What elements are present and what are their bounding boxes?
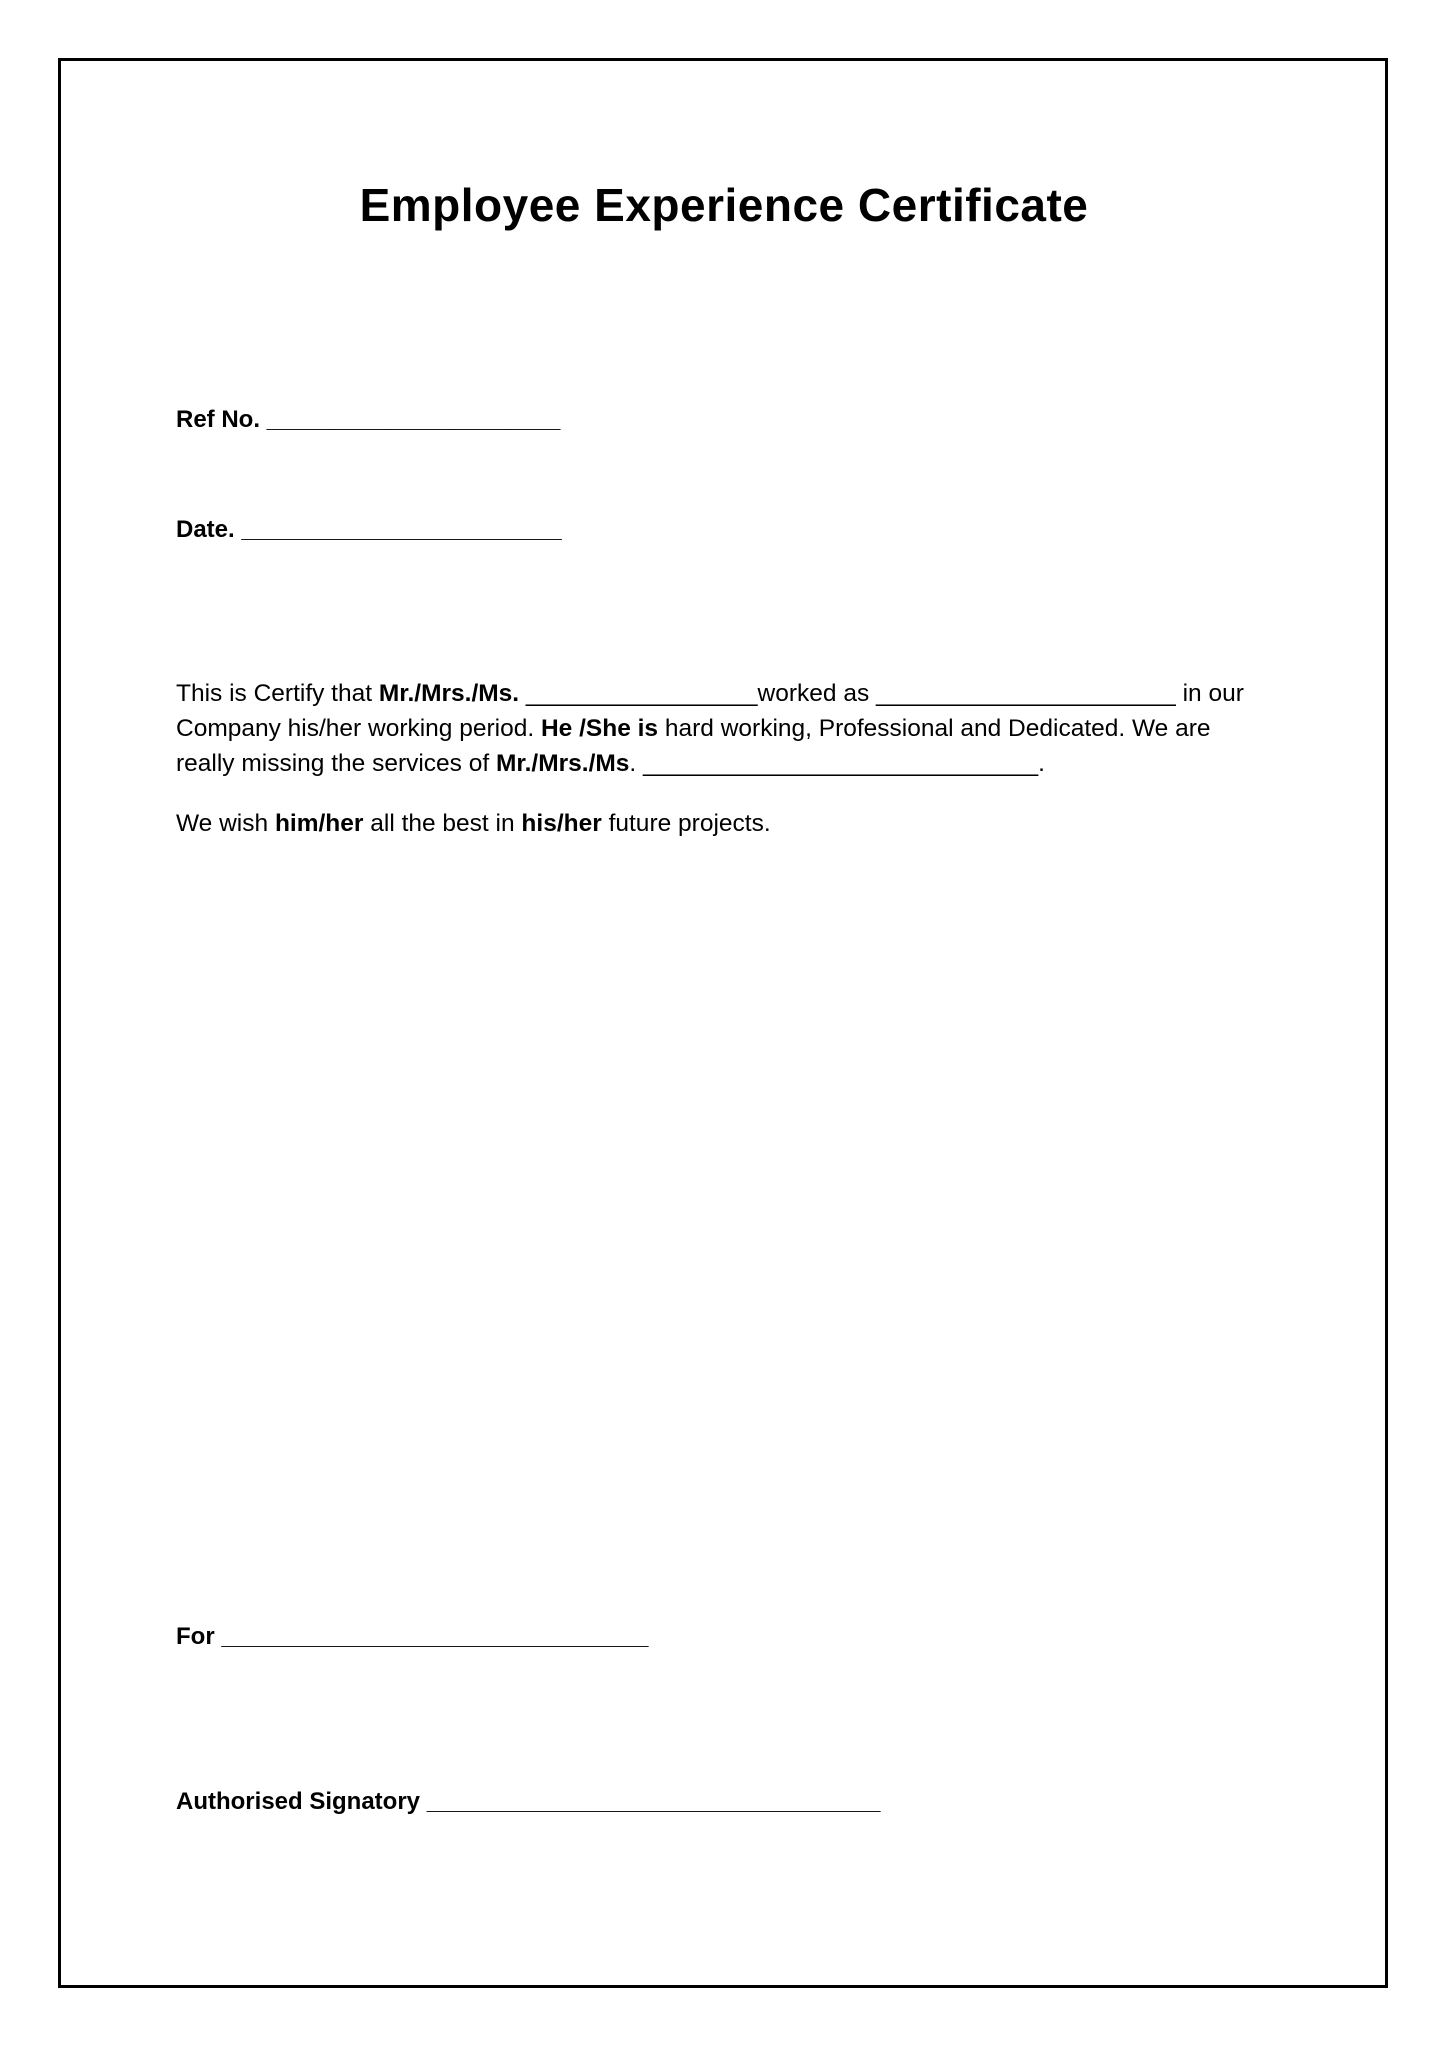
certificate-paragraph <box>176 676 1256 781</box>
text: future projects. <box>601 810 771 837</box>
wish-paragraph <box>176 806 1256 841</box>
page-border <box>58 58 1388 1988</box>
paragraph-line-1 <box>176 676 1256 711</box>
document-title: Employee Experience Certificate <box>359 179 1089 231</box>
text: hard working, Professional and Dedicated. We are <box>658 715 1211 742</box>
for-line <box>176 1625 648 1649</box>
signatory-field[interactable]: __________________________________ <box>426 1788 881 1815</box>
name-and-role-fields[interactable]: _________________worked as ______________________ in our <box>519 680 1244 707</box>
pronoun-bold: his/her <box>521 810 602 837</box>
title-honorific: Mr./Mrs./Ms. <box>378 680 520 707</box>
text: really missing the services of <box>176 750 496 777</box>
text: This is Certify that <box>176 680 379 707</box>
title-honorific: Mr./Mrs./Ms <box>495 750 630 777</box>
for-label: For <box>176 1623 215 1650</box>
text: Company his/her working period. <box>176 715 541 742</box>
ref-no-line <box>176 408 560 432</box>
name-field[interactable]: . _____________________________. <box>629 750 1045 777</box>
signatory-line <box>176 1790 881 1814</box>
signatory-label: Authorised Signatory <box>176 1788 421 1815</box>
date-line <box>176 518 562 542</box>
ref-no-field[interactable]: ______________________ <box>266 406 561 433</box>
date-label: Date. <box>176 516 235 543</box>
pronoun-bold: He /She is <box>540 715 659 742</box>
pronoun-bold: him/her <box>274 810 364 837</box>
paragraph-line-2 <box>176 711 1256 746</box>
ref-no-label: Ref No. <box>176 406 260 433</box>
date-field[interactable]: ________________________ <box>241 516 562 543</box>
paragraph-line-3 <box>176 746 1256 781</box>
text: We wish <box>176 810 275 837</box>
text: all the best in <box>363 810 522 837</box>
for-field[interactable]: ________________________________ <box>221 1623 649 1650</box>
wish-line <box>176 806 1256 841</box>
